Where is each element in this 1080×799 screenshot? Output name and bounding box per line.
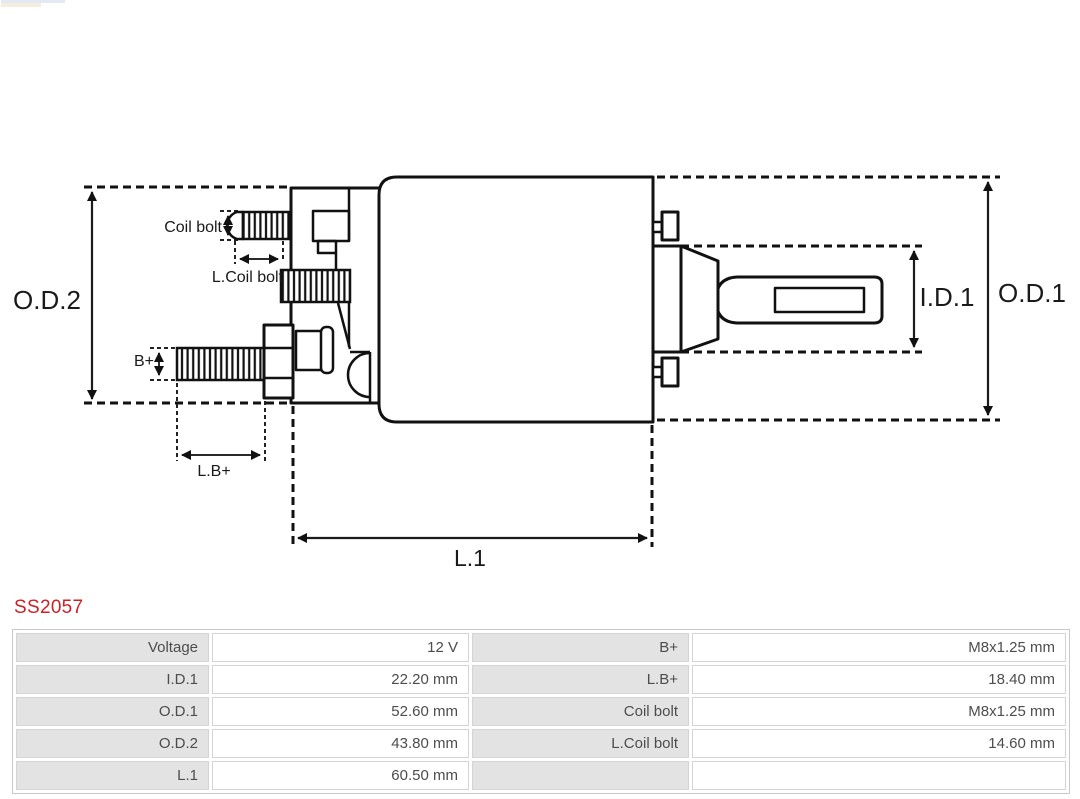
spec-value-cell: 22.20 mm xyxy=(212,665,469,694)
dim-label-l1: L.1 xyxy=(454,545,486,571)
spec-label-cell: B+ xyxy=(472,633,689,662)
dim-label-od2: O.D.2 xyxy=(13,285,81,315)
spec-row xyxy=(16,729,1066,758)
dim-label-coil-bolt: Coil bolt xyxy=(164,219,222,236)
spec-value-cell: M8x1.25 mm xyxy=(692,633,1066,662)
spec-value-cell: 12 V xyxy=(212,633,469,662)
spec-label-cell: O.D.2 xyxy=(16,729,209,758)
spec-label-cell: L.Coil bolt xyxy=(472,729,689,758)
spec-label-cell: I.D.1 xyxy=(16,665,209,694)
lower-terminal xyxy=(662,358,678,386)
spec-row xyxy=(16,633,1066,662)
spec-label-cell xyxy=(472,761,689,790)
spec-value-cell xyxy=(692,761,1066,790)
upper-terminal xyxy=(662,212,678,240)
spec-value-cell: 60.50 mm xyxy=(212,761,469,790)
spec-label-cell: L.B+ xyxy=(472,665,689,694)
part-number: SS2057 xyxy=(14,597,84,618)
spec-value-cell: 43.80 mm xyxy=(212,729,469,758)
spec-value-cell: 14.60 mm xyxy=(692,729,1066,758)
dim-label-l-b-plus: L.B+ xyxy=(197,463,231,480)
plunger-slot xyxy=(775,288,864,312)
spec-row xyxy=(16,665,1066,694)
coil-bolt-stud xyxy=(227,212,290,239)
dim-label-id1: I.D.1 xyxy=(919,282,975,312)
spec-value-cell: M8x1.25 mm xyxy=(692,697,1066,726)
spec-table xyxy=(12,629,1070,794)
solenoid-body xyxy=(379,177,653,422)
spec-label-cell: Voltage xyxy=(16,633,209,662)
spec-row xyxy=(16,697,1066,726)
dim-label-b-plus: B+ xyxy=(133,353,154,370)
plunger-boss xyxy=(653,246,681,352)
coil-bolt-bushing xyxy=(281,270,350,302)
spec-label-cell: L.1 xyxy=(16,761,209,790)
plunger-assembly xyxy=(653,212,882,386)
spec-label-cell: O.D.1 xyxy=(16,697,209,726)
dim-label-l-coil-bolt: L.Coil bolt xyxy=(211,269,283,286)
spec-row xyxy=(16,761,1066,790)
dim-label-od1: O.D.1 xyxy=(998,278,1066,308)
plunger-cone xyxy=(681,246,718,352)
spec-value-cell: 52.60 mm xyxy=(212,697,469,726)
spec-label-cell: Coil bolt xyxy=(472,697,689,726)
spec-value-cell: 18.40 mm xyxy=(692,665,1066,694)
